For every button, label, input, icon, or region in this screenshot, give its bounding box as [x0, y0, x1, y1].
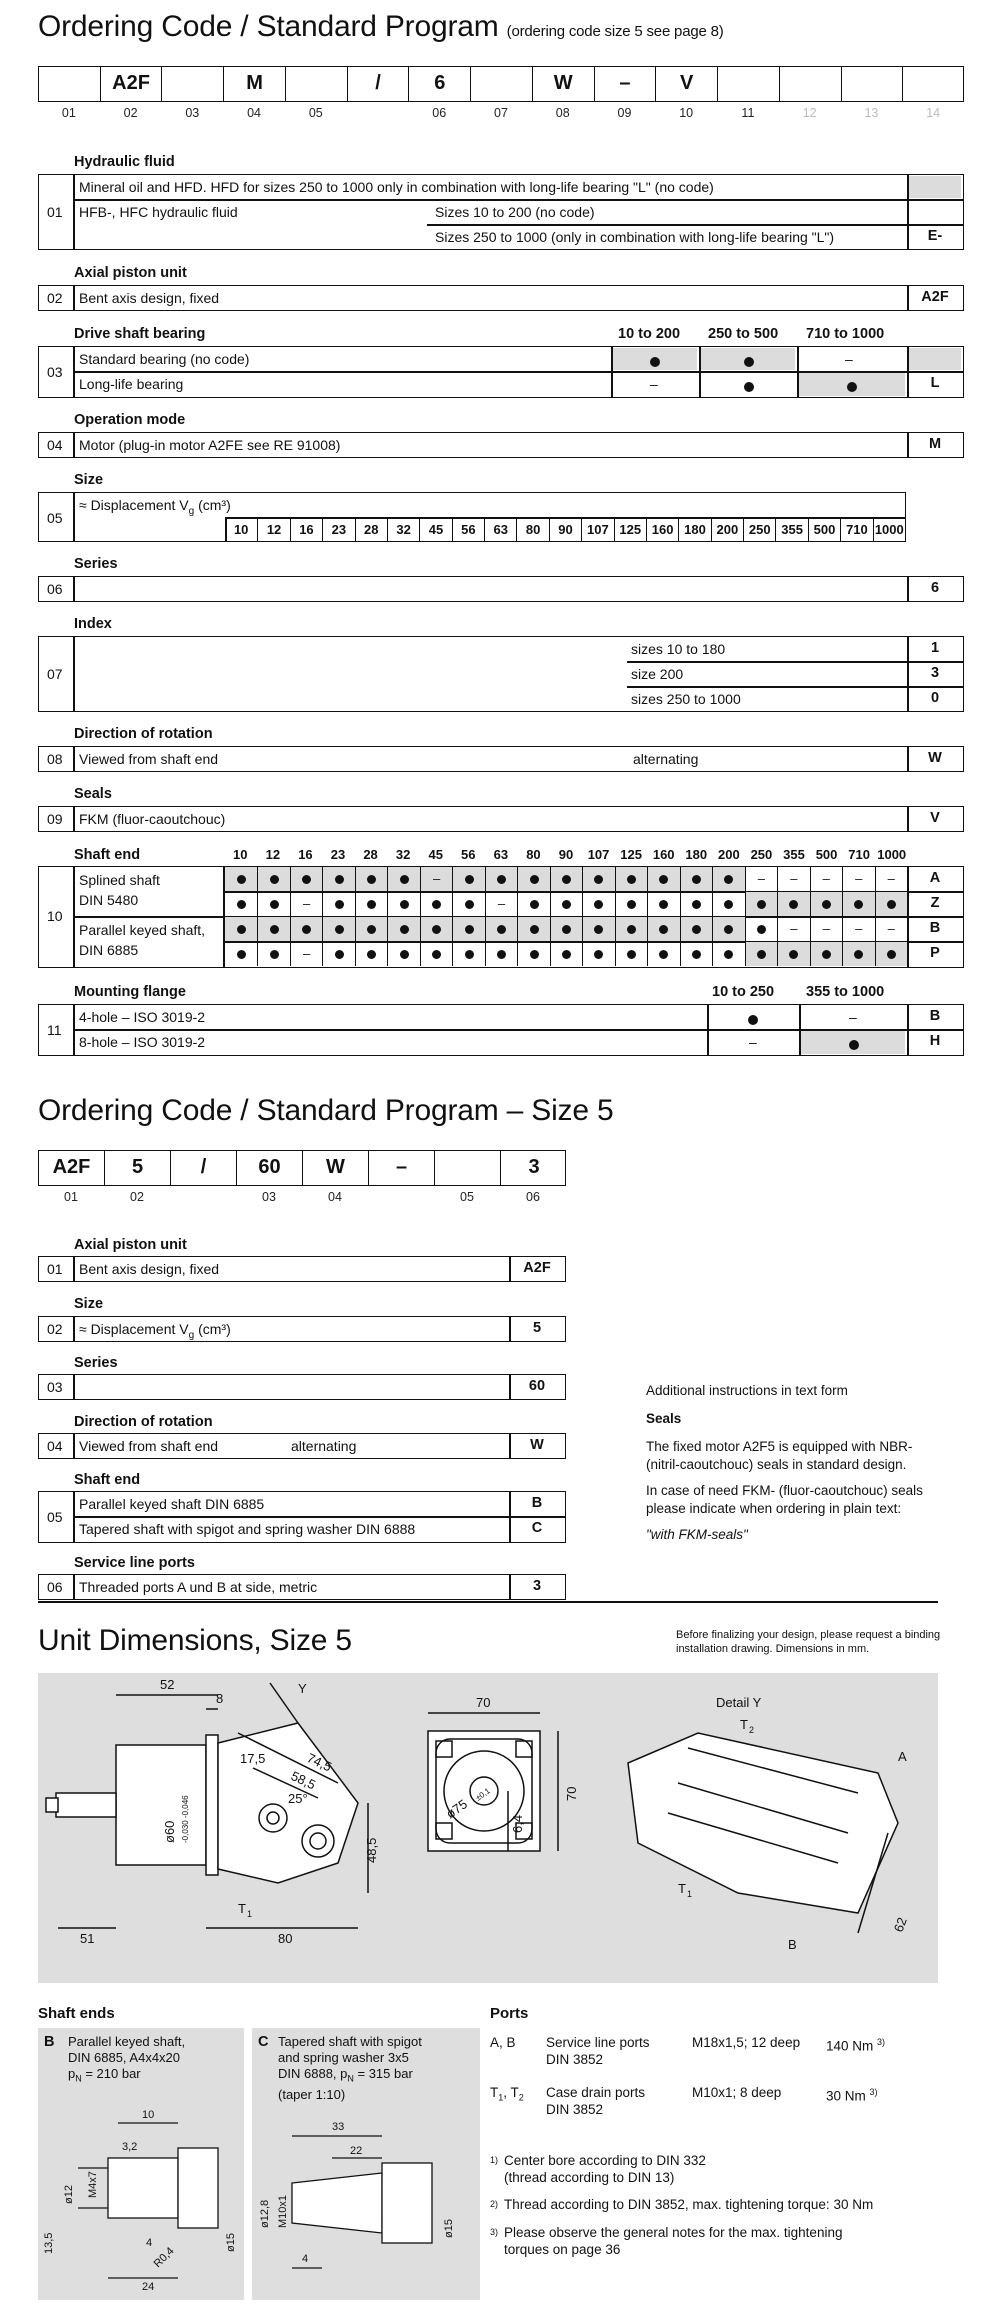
code-box	[162, 67, 224, 101]
shaft-size-label: 250	[750, 847, 773, 862]
availability-cell	[355, 867, 387, 891]
availability-cell	[745, 942, 777, 966]
size-value: 63	[484, 518, 516, 541]
size-value: 160	[646, 518, 678, 541]
svg-text:51: 51	[80, 1931, 95, 1946]
code-position: 14	[926, 106, 941, 120]
seals-header: Seals	[74, 786, 112, 802]
availability-cell: –	[777, 867, 809, 891]
availability-cell	[420, 942, 452, 966]
availability-cell: –	[290, 942, 322, 966]
size-table: 05 ≈ Displacement $V_g$ (cm³) 10 12 16 23 28 32 45 56 63 80 90 107 125 160 180 200 250 355 500 710 1000	[38, 492, 906, 542]
code-position: 10	[679, 106, 694, 120]
code-position: 09	[617, 106, 632, 120]
availability-cell	[517, 942, 549, 966]
availability-cell: –	[420, 867, 452, 891]
code-position: 11	[741, 106, 755, 120]
size5-code-box	[435, 1151, 501, 1185]
availability-cell	[452, 867, 484, 891]
availability-cell	[777, 892, 809, 916]
page-title: Ordering Code / Standard Program (ordering code size 5 see page 8)	[38, 10, 724, 43]
size-value: 80	[516, 518, 548, 541]
size5-ordering-code-row	[38, 1150, 566, 1186]
availability-cell: –	[875, 867, 907, 891]
shaft-size-label: 180	[685, 847, 708, 862]
svg-text:ø75: ø75	[443, 1796, 471, 1822]
availability-cell	[517, 892, 549, 916]
shaft-size-label: 28	[363, 847, 378, 862]
availability-cell	[290, 917, 322, 941]
shaft-size-label: 10	[233, 847, 248, 862]
shaft-size-label: 160	[652, 847, 675, 862]
size5-axial-row: 01 Bent axis design, fixed A2F	[38, 1256, 566, 1282]
size5-code-position: 01	[64, 1190, 78, 1204]
availability-cell	[810, 892, 842, 916]
shaft-size-label: 80	[526, 847, 541, 862]
size5-code-box: 3	[528, 1156, 540, 1178]
size-value: 250	[743, 518, 775, 541]
svg-text:80: 80	[278, 1931, 293, 1946]
availability-cell	[225, 942, 257, 966]
svg-text:ø12: ø12	[63, 2185, 75, 2204]
svg-text:ø60: ø60	[162, 1820, 177, 1843]
svg-text:70: 70	[476, 1695, 491, 1710]
series-row: 06 6	[38, 576, 964, 602]
availability-cell	[582, 917, 614, 941]
size-value: 710	[840, 518, 872, 541]
svg-text:1: 1	[247, 1909, 253, 1919]
shaft-size-label: 32	[395, 847, 411, 862]
size5-code-position: 06	[526, 1190, 540, 1204]
availability-cell	[225, 867, 257, 891]
svg-text:6,4: 6,4	[510, 1814, 525, 1833]
size5-code-box: /	[171, 1151, 237, 1185]
size-value: 23	[322, 518, 354, 541]
rotation-row: 08 Viewed from shaft end alternating W	[38, 746, 964, 772]
code-box: /	[348, 67, 410, 101]
size5-title: Ordering Code / Standard Program – Size 5	[38, 1094, 614, 1127]
availability-cell	[452, 892, 484, 916]
svg-text:ø15: ø15	[225, 2233, 237, 2252]
availability-cell	[225, 892, 257, 916]
svg-text:22: 22	[350, 2145, 363, 2157]
availability-cell	[387, 867, 419, 891]
size5-shaft-table: 05 Parallel keyed shaft DIN 6885 Tapered shaft with spigot and spring washer DIN 6888 B C	[38, 1491, 566, 1543]
code-box: V	[656, 67, 718, 101]
size5-rotation-header: Direction of rotation	[74, 1414, 213, 1430]
size5-code-box: 60	[237, 1151, 303, 1185]
availability-cell	[550, 867, 582, 891]
availability-cell	[550, 917, 582, 941]
svg-text:74,5: 74,5	[304, 1750, 335, 1775]
size5-code-position: 04	[328, 1190, 342, 1204]
svg-text:62: 62	[890, 1915, 910, 1935]
size-value: 107	[581, 518, 613, 541]
availability-cell	[647, 942, 679, 966]
code-position: 08	[555, 106, 570, 120]
code-box: M	[224, 67, 286, 101]
availability-cell: –	[842, 917, 874, 941]
code-box: A2F	[101, 67, 163, 101]
size-header: Size	[74, 472, 104, 488]
svg-text:25°: 25°	[288, 1791, 308, 1806]
availability-cell	[745, 917, 777, 941]
availability-cell	[355, 917, 387, 941]
availability-cell	[680, 867, 712, 891]
svg-text:13,5: 13,5	[43, 2232, 55, 2254]
svg-text:ø12,8: ø12,8	[259, 2199, 271, 2228]
availability-cell	[322, 917, 354, 941]
size-value: 355	[775, 518, 807, 541]
code-box	[471, 67, 533, 101]
drive-shaft-header: Drive shaft bearing	[74, 326, 206, 342]
size-value: 90	[549, 518, 581, 541]
code-box: 6	[409, 67, 471, 101]
shaft-size-label: 710	[848, 847, 870, 862]
svg-text:4: 4	[302, 2253, 309, 2265]
availability-cell	[647, 917, 679, 941]
availability-cell	[485, 917, 517, 941]
dimension-drawing	[38, 1673, 938, 1983]
availability-cell	[712, 892, 744, 916]
code-position: 03	[185, 106, 200, 120]
availability-cell	[745, 892, 777, 916]
code-box	[842, 67, 904, 101]
size-values	[225, 518, 905, 541]
availability-cell	[680, 942, 712, 966]
svg-text:1: 1	[687, 1889, 693, 1899]
availability-cell	[550, 942, 582, 966]
axial-piston-row: 02 Bent axis design, fixed A2F	[38, 285, 964, 311]
shaft-end-header: Shaft end	[74, 847, 141, 863]
size5-code-box: A2F	[39, 1151, 105, 1185]
svg-text:33: 33	[332, 2121, 345, 2133]
shaft-size-label: 355	[783, 847, 805, 862]
svg-text:3,2: 3,2	[122, 2141, 138, 2153]
shaft-size-label: 1000	[877, 847, 907, 862]
code-position: 06	[432, 106, 447, 120]
ordering-code-row	[38, 66, 964, 102]
availability-cell	[517, 867, 549, 891]
shaft-end-availability	[225, 867, 907, 967]
svg-text:T: T	[238, 1901, 246, 1916]
series-header: Series	[74, 556, 118, 572]
size-value: 10	[233, 522, 249, 537]
availability-cell: –	[810, 917, 842, 941]
availability-cell	[355, 892, 387, 916]
shaft-end-table: 10 Splined shaft DIN 5480 Parallel keyed shaft, DIN 6885 – – – – – – – – – – – – – A Z B P	[38, 866, 964, 968]
mounting-flange-header: Mounting flange	[74, 984, 186, 1000]
dimensions-note: Before finalizing your design, please request a binding installation drawing. Dimensions in mm.	[676, 1629, 941, 1655]
size5-shaft-header: Shaft end	[74, 1472, 141, 1488]
size5-code-position: 05	[460, 1190, 474, 1204]
size5-size-row: 02 ≈ Displacement $V_g$ (cm³) 5	[38, 1316, 566, 1342]
svg-text:58,5: 58,5	[288, 1768, 319, 1793]
size-value: 28	[355, 518, 387, 541]
svg-text:R0,4: R0,4	[151, 2245, 177, 2271]
availability-cell	[842, 892, 874, 916]
availability-cell	[257, 892, 289, 916]
size5-code-position: 03	[262, 1190, 276, 1204]
shaft-size-label: 45	[428, 847, 443, 862]
availability-cell	[322, 867, 354, 891]
svg-text:-0,030 -0,046: -0,030 -0,046	[181, 1795, 190, 1843]
svg-text:ø15: ø15	[443, 2219, 455, 2238]
availability-cell	[615, 942, 647, 966]
size5-size-header: Size	[74, 1296, 104, 1312]
code-box: –	[595, 67, 657, 101]
shaft-size-label: 23	[330, 847, 346, 862]
svg-text:48,5: 48,5	[364, 1837, 379, 1863]
size5-axial-header: Axial piston unit	[74, 1237, 187, 1253]
availability-cell	[387, 892, 419, 916]
shaft-size-label: 107	[587, 847, 610, 862]
additional-notes: Additional instructions in text form Seals The fixed motor A2F5 is equipped with NBR- (nitril-caoutchouc) seals in standard design. In case of need FKM- (fluor-caoutchouc) seals please indicate when ordering in plain text: "with FKM-seals"	[646, 1383, 923, 1542]
availability-cell	[582, 892, 614, 916]
svg-text:M10x1: M10x1	[277, 2194, 289, 2228]
shaft-size-label: 125	[620, 847, 642, 862]
availability-cell	[680, 892, 712, 916]
svg-text:2: 2	[749, 1725, 755, 1735]
code-box	[39, 67, 101, 101]
shaft-end-sizes	[224, 847, 908, 865]
shaft-ends-header: Shaft ends	[38, 2005, 115, 2022]
availability-cell	[225, 917, 257, 941]
availability-cell	[420, 892, 452, 916]
availability-cell	[842, 942, 874, 966]
size5-code-box: 5	[105, 1151, 171, 1185]
size5-code-position: 02	[130, 1190, 144, 1204]
svg-text:Detail Y: Detail Y	[716, 1695, 762, 1710]
code-box	[780, 67, 842, 101]
size-value: 500	[808, 518, 840, 541]
code-position: 07	[494, 106, 508, 120]
svg-text:4: 4	[146, 2237, 153, 2249]
shaft-size-label: 16	[298, 847, 313, 862]
ordering-code-positions	[38, 106, 964, 122]
size5-code-box: W	[303, 1151, 369, 1185]
svg-text:±0,1: ±0,1	[473, 1786, 492, 1803]
availability-cell	[712, 917, 744, 941]
operation-mode-header: Operation mode	[74, 412, 186, 428]
shaft-size-label: 90	[558, 847, 574, 862]
availability-cell	[615, 867, 647, 891]
svg-text:70: 70	[564, 1786, 579, 1801]
availability-cell	[257, 867, 289, 891]
shaft-size-label: 500	[815, 847, 838, 862]
availability-cell	[550, 892, 582, 916]
size-value: 32	[387, 518, 419, 541]
availability-cell: –	[842, 867, 874, 891]
availability-cell	[485, 942, 517, 966]
availability-cell	[875, 942, 907, 966]
operation-mode-row: 04 Motor (plug-in motor A2FE see RE 91008) M	[38, 432, 964, 458]
shaft-size-label: 56	[461, 847, 476, 862]
code-box: W	[533, 67, 595, 101]
availability-cell	[452, 917, 484, 941]
mounting-flange-table: 11 4-hole – ISO 3019-2 8-hole – ISO 3019-2 – – B H	[38, 1004, 964, 1056]
svg-text:A: A	[898, 1749, 907, 1764]
availability-cell: –	[777, 917, 809, 941]
availability-cell	[355, 942, 387, 966]
availability-cell	[582, 942, 614, 966]
index-header: Index	[74, 616, 112, 632]
availability-cell	[647, 867, 679, 891]
seals-row: 09 FKM (fluor-caoutchouc) V	[38, 806, 964, 832]
code-position: 01	[61, 106, 76, 120]
svg-text:17,5: 17,5	[240, 1751, 266, 1766]
hydraulic-fluid-header: Hydraulic fluid	[74, 154, 175, 170]
axial-piston-header: Axial piston unit	[74, 265, 187, 281]
code-position: 13	[864, 106, 879, 120]
size5-series-row: 03 60	[38, 1374, 566, 1400]
svg-text:10: 10	[142, 2109, 155, 2121]
availability-cell	[257, 942, 289, 966]
availability-cell: –	[745, 867, 777, 891]
availability-cell	[452, 942, 484, 966]
availability-cell	[485, 867, 517, 891]
size-value: 180	[678, 518, 710, 541]
availability-cell	[257, 917, 289, 941]
availability-cell	[712, 867, 744, 891]
code-box	[286, 67, 348, 101]
availability-cell	[712, 942, 744, 966]
availability-cell	[420, 917, 452, 941]
svg-text:24: 24	[142, 2281, 155, 2293]
size-value: 45	[419, 518, 451, 541]
drive-shaft-table: 03 Standard bearing (no code) Long-life bearing – – L	[38, 346, 964, 398]
size5-series-header: Series	[74, 1355, 118, 1371]
availability-cell	[290, 867, 322, 891]
size-value: 16	[290, 518, 322, 541]
availability-cell: –	[290, 892, 322, 916]
hydraulic-fluid-table: 01 Mineral oil and HFD. HFD for sizes 250 to 1000 only in combination with long-life bearing "L" (no code) HFB-, HFC hydraulic fluid Sizes 10 to 200 (no code) Sizes 250 to 1000 (only in combination with long-life bearing "L") E-	[38, 174, 964, 250]
availability-cell: –	[875, 917, 907, 941]
availability-cell	[680, 917, 712, 941]
size5-code-box: –	[369, 1151, 435, 1185]
availability-cell	[615, 917, 647, 941]
availability-cell	[810, 942, 842, 966]
code-position: 02	[123, 106, 138, 120]
availability-cell	[322, 942, 354, 966]
availability-cell	[322, 892, 354, 916]
availability-cell	[387, 942, 419, 966]
availability-cell	[387, 917, 419, 941]
svg-text:M4x7: M4x7	[87, 2171, 99, 2198]
size5-ports-row: 06 Threaded ports A und B at side, metric 3	[38, 1574, 566, 1600]
code-box	[903, 67, 965, 101]
size5-ports-header: Service line ports	[74, 1555, 195, 1571]
size-value: 56	[452, 518, 484, 541]
size-value: 1000	[873, 518, 905, 541]
availability-cell: –	[485, 892, 517, 916]
availability-cell	[647, 892, 679, 916]
svg-text:T: T	[678, 1881, 686, 1896]
svg-text:Y: Y	[298, 1681, 307, 1696]
code-position: 04	[247, 106, 261, 120]
code-box	[718, 67, 780, 101]
shaft-end-b-panel: B Parallel keyed shaft, DIN 6885, A4x4x20 $p_N = 210$ bar 10 3,2 4 24 13,5 ø12 M4x7 ø15 R0,4	[38, 2028, 244, 2300]
svg-text:8: 8	[216, 1691, 224, 1706]
size5-code-positions	[38, 1190, 566, 1206]
code-position: 05	[308, 106, 323, 120]
index-table: 07 sizes 10 to 180 size 200 sizes 250 to 1000 1 3 0	[38, 636, 964, 712]
availability-cell: –	[810, 867, 842, 891]
size5-rotation-row: 04 Viewed from shaft end alternating W	[38, 1433, 566, 1459]
size-value: 125	[614, 518, 646, 541]
shaft-size-label: 200	[717, 847, 740, 862]
ports-header: Ports	[490, 2005, 529, 2022]
availability-cell	[517, 917, 549, 941]
shaft-size-label: 12	[265, 847, 281, 862]
size-value: 200	[711, 518, 743, 541]
svg-text:T: T	[740, 1717, 748, 1732]
code-position: 12	[802, 106, 817, 120]
svg-text:52: 52	[160, 1677, 175, 1692]
availability-cell	[777, 942, 809, 966]
title-note: (ordering code size 5 see page 8)	[506, 23, 724, 40]
shaft-end-c-panel: C Tapered shaft with spigot and spring washer 3x5 DIN 6888, $p_N = 315$ bar (taper 1:10) 33 22 4 ø12,8 M10x1 ø15	[252, 2028, 480, 2300]
dimensions-title: Unit Dimensions, Size 5	[38, 1624, 352, 1657]
availability-cell	[875, 892, 907, 916]
availability-cell	[582, 867, 614, 891]
svg-text:B: B	[788, 1937, 797, 1952]
rotation-header: Direction of rotation	[74, 726, 213, 742]
size-value: 12	[257, 518, 289, 541]
fluid-mineral-oil: Mineral oil and HFD. HFD for sizes 250 to 1000 only in combination with long-life bearing "L" (no code)	[79, 179, 714, 195]
availability-cell	[615, 892, 647, 916]
shaft-size-label: 63	[493, 847, 509, 862]
